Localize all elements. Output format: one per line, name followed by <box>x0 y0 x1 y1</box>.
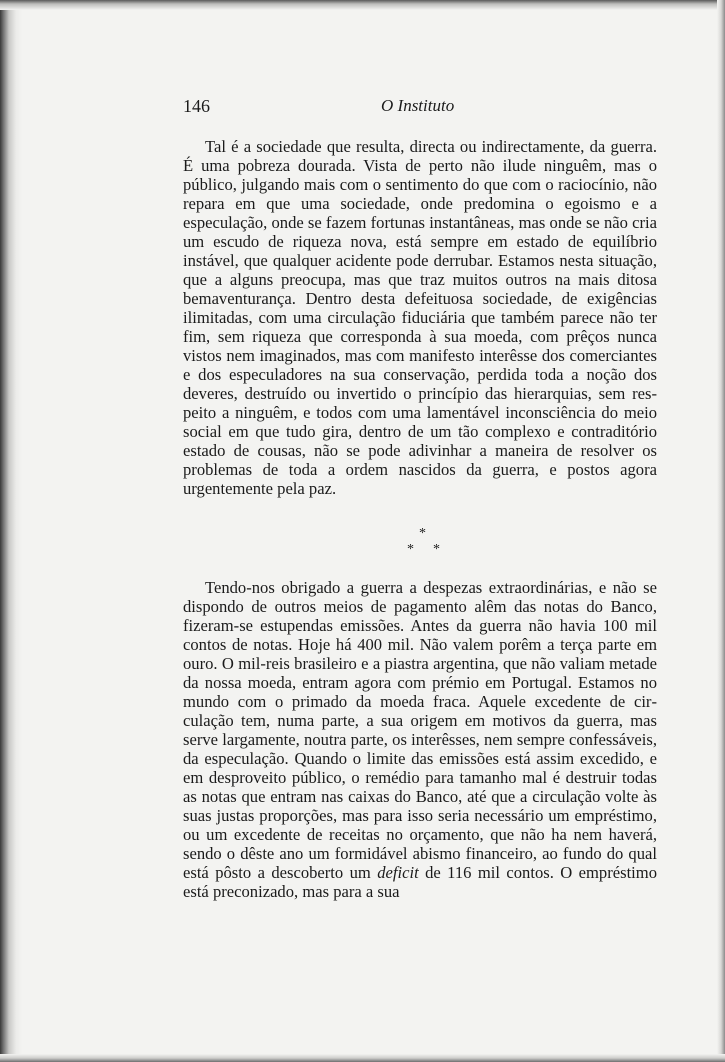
page-number: 146 <box>183 96 210 116</box>
section-separator <box>395 526 455 560</box>
paragraph-text: de 116 mil contos. O empréstimo está preconizado, mas para a sua <box>183 863 657 901</box>
paragraph: Tal é a sociedade que resulta, directa ou indirectamente, da guerra. É uma pobreza dourada. Vista de perto não ilude ninguêm, mas o público, julgando mais com o sentimento do que com o raciocínio, não repara em que uma sociedade, onde predomina o egoismo e a especulação, onde se fazem fortunas instantâneas, mas onde se não cria um escudo de riqueza nova, está sempre em estado de equilíbrio instável, que qualquer acidente pode derrubar. Estamos nesta situação, que a alguns preocupa, mas que traz muitos outros na mais ditosa bemaventurança. Dentro desta defeituosa sociedade, de exigências ilimitadas, com uma circulação fiduciária que também parece não ter fim, sem riqueza que corresponda à sua moeda, com prêços nunca vistos nem imaginados, mas com manifesto interêsse dos comerciantes e dos especuladores na sua conservação, perdida toda a noção dos deveres, destruído ou invertido o princípio das hierarquias, sem respeito a ninguêm, e todos com uma lamentável inconsciência do meio social em que tudo gira, dentro de um tão complexo e contraditório estado de cousas, não se pode adivinhar a maneira de resolver os problemas de toda a ordem nascidos da guerra, e postos agora urgentemente pela paz. <box>183 137 657 498</box>
asterisk-glyph: * <box>407 542 414 557</box>
running-title: O Instituto <box>381 96 455 115</box>
asterisk-glyph: * <box>419 526 426 541</box>
italic-term: deficit <box>377 863 419 882</box>
page-top-edge <box>0 0 725 10</box>
page-bottom-edge <box>0 1054 725 1062</box>
body-text-section-2 <box>183 578 657 901</box>
asterisk-glyph: * <box>433 542 440 557</box>
page-binding-edge <box>0 0 22 1062</box>
page-right-edge <box>717 0 725 1062</box>
body-text-section-1 <box>183 137 657 498</box>
paragraph-text: Tendo-nos obrigado a guerra a despezas extraordinárias, e não se dispondo de outros meios de pagamento alêm das notas do Banco, fizeram-se estupendas emissões. Antes da guerra não havia 100 mil contos de notas. Hoje há 400 mil. Não valem porêm a terça parte em ouro. O mil-reis brasileiro e a piastra argentina, que não valiam metade da nossa moeda, entram agora com prémio em Portugal. Estamos no mundo com o primado da moeda fraca. Aquele excedente de circulação tem, numa parte, a sua origem em motivos da guerra, mas serve largamente, noutra parte, os interêsses, nem sempre confessáveis, da especulação. Quando o limite das emissões está assim excedido, e em desproveito público, o remédio para tamanho mal é destruir todas as notas que entram nas caixas do Banco, até que a circulação volte às suas justas proporções, mas para isso seria necessário um empréstimo, ou um excedente de receitas no orçamento, que não ha nem haverá, sendo o dêste ano um formidável abismo financeiro, ao fundo do qual está pôsto a descoberto um <box>183 578 657 882</box>
paragraph <box>183 578 657 901</box>
page-header <box>183 96 657 122</box>
